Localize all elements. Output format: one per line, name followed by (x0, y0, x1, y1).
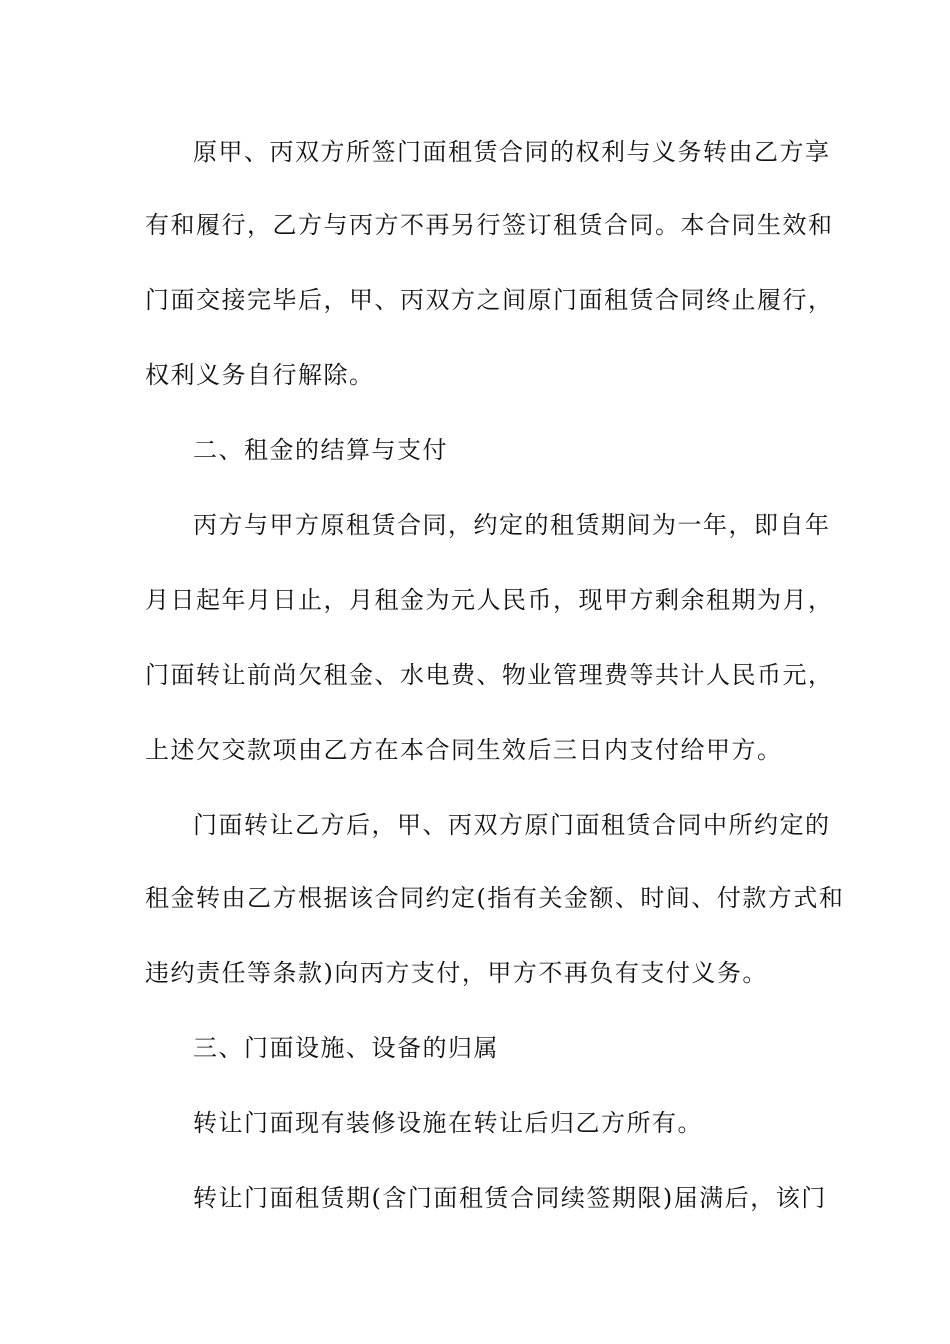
paragraph-line: 违约责任等条款)向丙方支付，甲方不再负有支付义务。 (145, 959, 768, 987)
section-heading: 二、租金的结算与支付 (193, 436, 448, 464)
paragraph-line: 有和履行，乙方与丙方不再另行签订租赁合同。本合同生效和 (145, 211, 834, 239)
paragraph-line: 门面转让前尚欠租金、水电费、物业管理费等共计人民币元， (145, 661, 834, 689)
section-heading: 三、门面设施、设备的归属 (193, 1034, 499, 1062)
paragraph-line: 权利义务自行解除。 (145, 361, 375, 389)
paragraph-line: 门面转让乙方后，甲、丙双方原门面租赁合同中所约定的 (193, 811, 831, 839)
paragraph-line: 上述欠交款项由乙方在本合同生效后三日内支付给甲方。 (145, 736, 783, 764)
paragraph-line: 转让门面租赁期(含门面租赁合同续签期限)届满后，该门 (193, 1184, 827, 1212)
paragraph-line: 门面交接完毕后，甲、丙双方之间原门面租赁合同终止履行， (145, 286, 834, 314)
paragraph-line: 租金转由乙方根据该合同约定(指有关金额、时间、付款方式和 (145, 884, 845, 912)
paragraph-line: 丙方与甲方原租赁合同，约定的租赁期间为一年，即自年 (193, 511, 831, 539)
paragraph-line: 原甲、丙双方所签门面租赁合同的权利与义务转由乙方享 (193, 138, 831, 166)
paragraph-line: 转让门面现有装修设施在转让后归乙方所有。 (193, 1109, 703, 1137)
paragraph-line: 月日起年月日止，月租金为元人民币，现甲方剩余租期为月， (145, 586, 834, 614)
